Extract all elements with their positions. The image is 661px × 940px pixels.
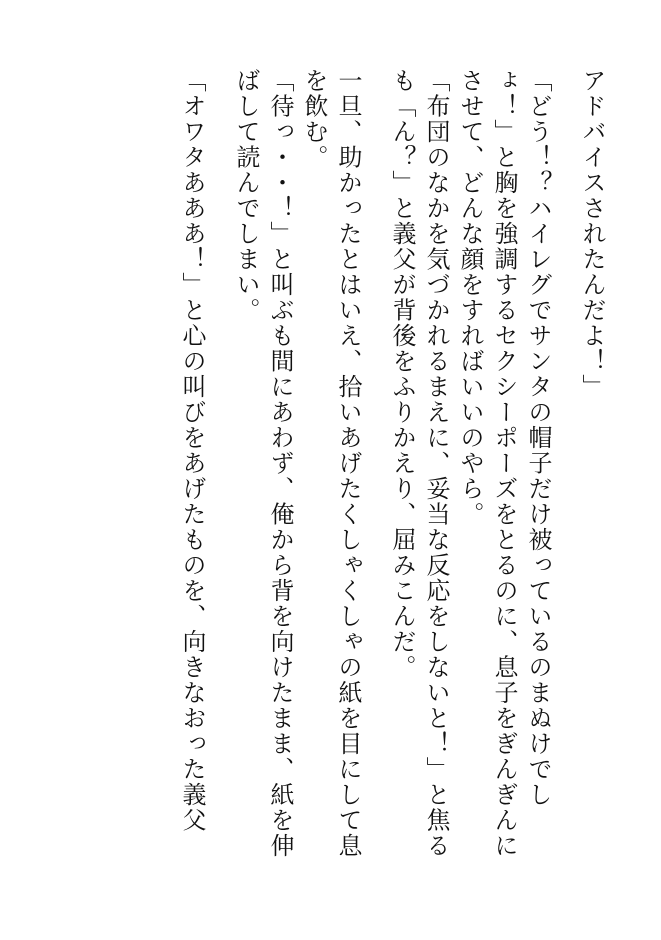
- text-line: 「布団のなかを気づかれるまえに、妥当な反応をしないと！」と焦る: [422, 68, 450, 859]
- paragraph-gap: [209, 68, 229, 888]
- text-line: ょ！」と胸を強調するセクシーポーズをとるのに、息子をぎんぎんに: [490, 68, 518, 859]
- paragraph-gap: [555, 68, 575, 888]
- text-line: ばして読んでしまい。: [232, 68, 260, 323]
- text-line: させて、どんな顔をすればいいのやら。: [456, 68, 484, 527]
- paragraph-gap: [365, 68, 385, 888]
- text-line: 「オワタあああ！」と心の叫びをあげたものを、向きなおった義父: [178, 68, 206, 833]
- vertical-text-body: [175, 68, 609, 888]
- text-line: を飲む。: [300, 68, 328, 170]
- text-line: 一旦、助かったとはいえ、拾いあげたくしゃくしゃの紙を目にして息: [334, 68, 362, 859]
- text-line: 「待っ・・！」と叫ぶも間にあわず、俺から背を向けたまま、紙を伸: [266, 68, 294, 859]
- text-line: も「ん？」と義父が背後をふりかえり、屈みこんだ。: [388, 68, 416, 680]
- text-line: アドバイスされたんだよ！」: [578, 68, 606, 400]
- text-line: 「どう！？ハイレグでサンタの帽子だけ被っているのまぬけでし: [524, 68, 552, 808]
